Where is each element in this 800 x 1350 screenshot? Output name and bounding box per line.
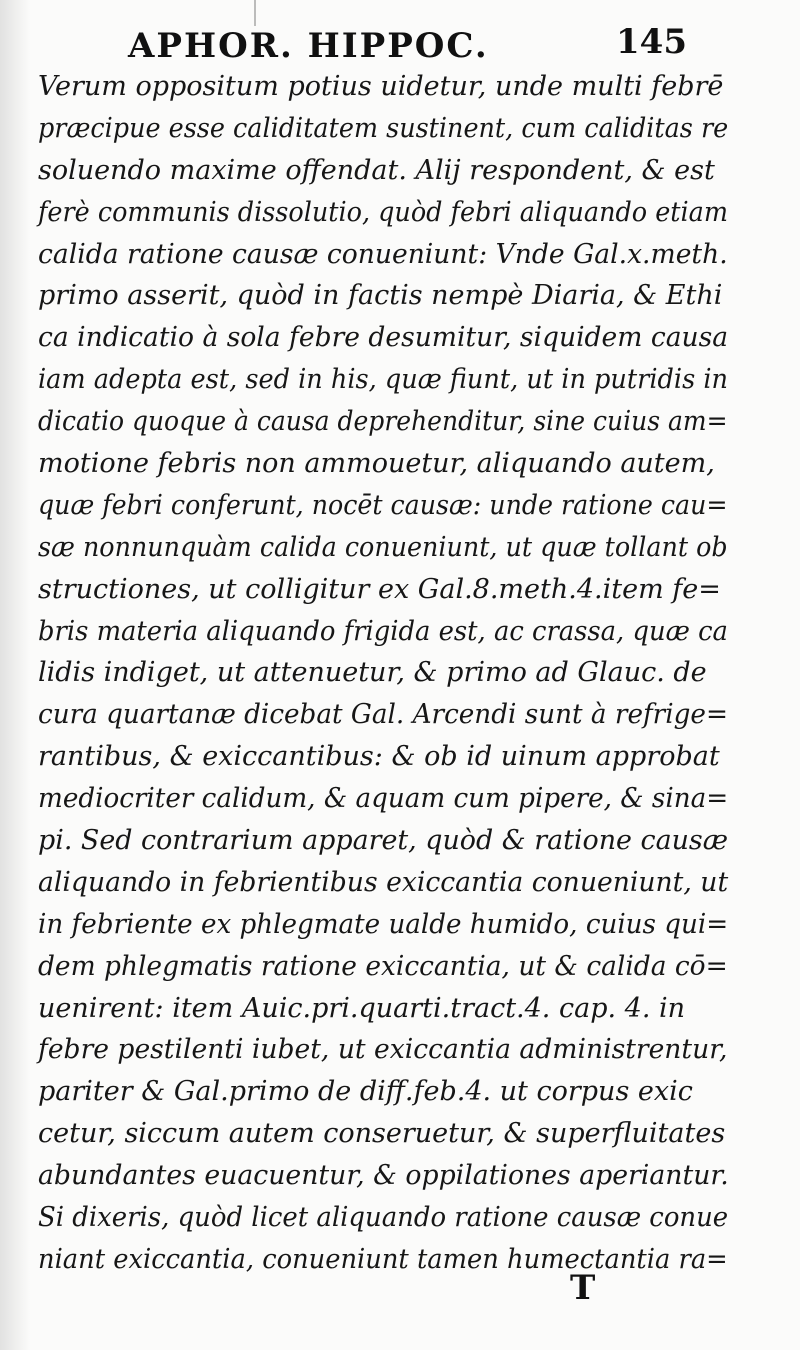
text-line: bris materia aliquando frigida est, ac crassa, quæ ca [38,615,728,647]
text-line: pariter & Gal.primo de diff.feb.4. ut corpus exic [38,1076,693,1108]
text-line: soluendo maxime offendat. Alij respondent, & est [38,154,715,186]
text-line: dicatio quoque à causa deprehenditur, sine cuius am= [38,406,728,438]
text-line: aliquando in febrientibus exiccantia conueniunt, ut [38,866,729,898]
text-line: structiones, ut colligitur ex Gal.8.meth.4.item fe= [38,573,721,605]
catchword: T [570,1268,596,1308]
text-line: Si dixeris, quòd licet aliquando ratione causæ conue [38,1202,729,1234]
text-line: niant exiccantia, conueniunt tamen humectantia ra= [38,1243,728,1275]
text-line: motione febris non ammouetur, aliquando autem, [38,448,715,480]
text-line: cetur, siccum autem conseruetur, & superfluitates [38,1118,726,1150]
text-line: abundantes euacuentur, & oppilationes aperiantur. [38,1160,729,1192]
text-line: sæ nonnunquàm calida conueniunt, ut quæ tollant ob [38,531,728,563]
page-number: 145 [616,22,687,62]
text-line: ca indicatio à sola febre desumitur, siquidem causa [38,322,729,354]
text-line: Verum oppositum potius uidetur, unde multi febrē [38,71,724,102]
text-line: febre pestilenti iubet, ut exiccantia administrentur, [38,1034,728,1066]
text-line: dem phlegmatis ratione exiccantia, ut & calida cō= [38,950,728,982]
text-line: rantibus, & exiccantibus: & ob id uinum approbat [38,741,720,773]
running-head [0,20,800,70]
text-line: præcipue esse caliditatem sustinent, cum caliditas re [38,112,729,144]
text-line: uenirent: item Auic.pri.quarti.tract.4. cap. 4. in [38,992,686,1024]
text-line: calida ratione causæ conueniunt: Vnde Gal.x.meth. [38,238,728,270]
text-line: ferè communis dissolutio, quòd febri aliquando etiam [38,196,728,228]
text-line: in febriente ex phlegmate ualde humido, cuius qui= [38,908,729,940]
body-text [38,66,728,1281]
text-line: pi. Sed contrarium apparet, quòd & ratione causæ [38,825,729,857]
text-line: primo asserit, quòd in factis nempè Diaria, & Ethi [38,280,723,312]
text-line: quæ febri conferunt, nocēt causæ: unde ratione cau= [38,489,728,521]
running-head-title: APHOR. HIPPOC. [128,26,489,66]
text-line: lidis indiget, ut attenuetur, & primo ad Glauc. de [38,657,707,689]
text-line: cura quartanæ dicebat Gal. Arcendi sunt à refrige= [38,699,728,731]
text-line: iam adepta est, sed in his, quæ fiunt, ut in putridis in [38,364,728,396]
text-line: mediocriter calidum, & aquam cum pipere, & sina= [38,783,729,815]
